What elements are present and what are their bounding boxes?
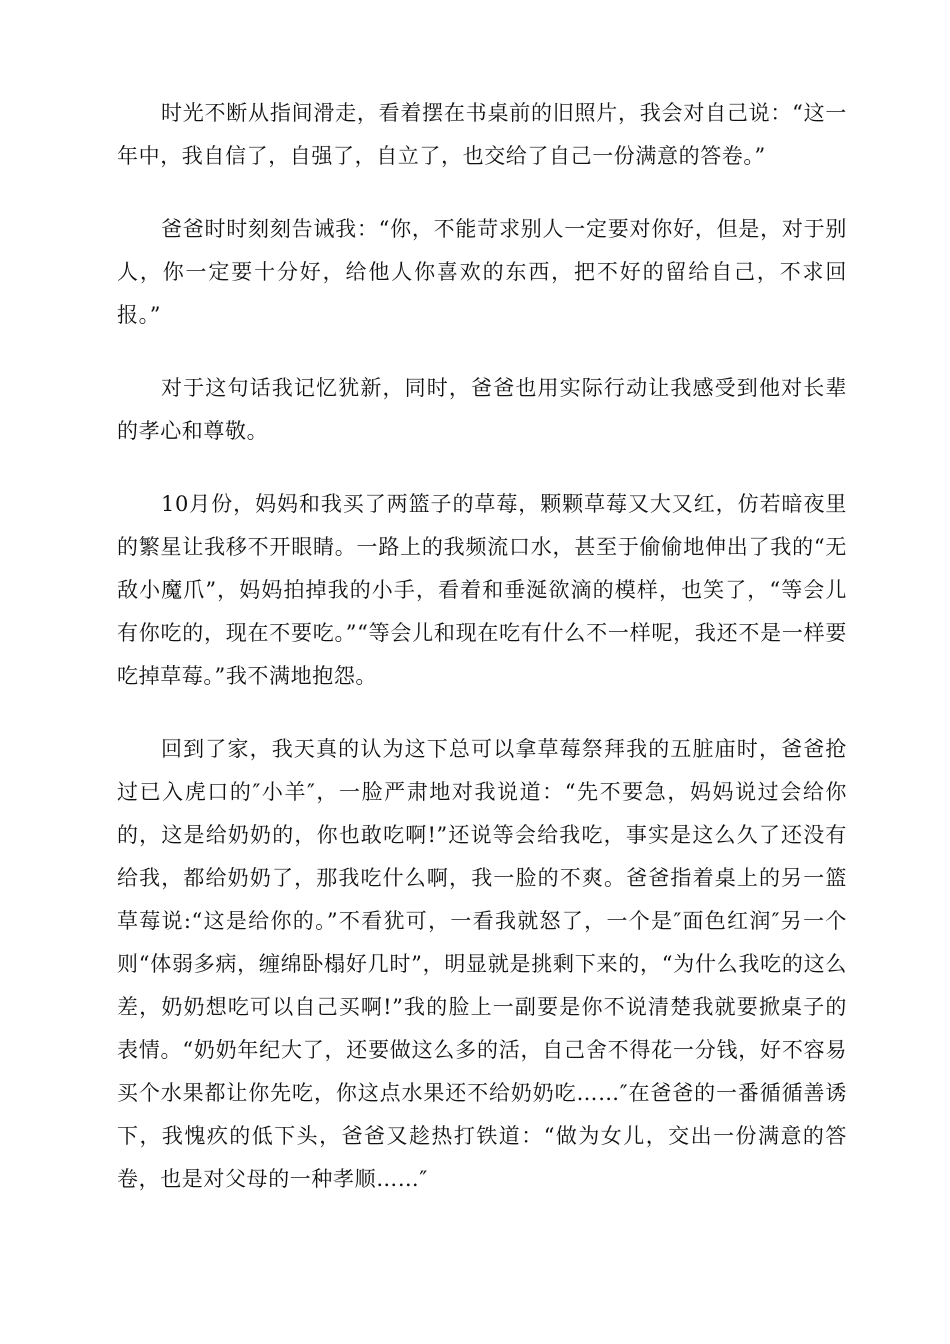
paragraph: 10月份，妈妈和我买了两篮子的草莓，颗颗草莓又大又红，仿若暗夜里的繁星让我移不开眼睛。一路上的我频流口水，甚至于偷偷地伸出了我的“无敌小魔爪”，妈妈拍掉我的小手，看着和垂涎欲滴的模样，也笑了，“等会儿有你吃的，现在不要吃。”“等会儿和现在吃有什么不一样呢，我还不是一样要吃掉草莓。”我不满地抱怨。 <box>117 492 847 688</box>
paragraph: 时光不断从指间滑走，看着摆在书桌前的旧照片，我会对自己说：“这一年中，我自信了，自强了，自立了，也交给了自己一份满意的答卷。” <box>117 101 847 168</box>
paragraph: 对于这句话我记忆犹新，同时，爸爸也用实际行动让我感受到他对长辈的孝心和尊敬。 <box>117 376 847 443</box>
document-body <box>117 92 847 1231</box>
paragraph: 回到了家，我天真的认为这下总可以拿草莓祭拜我的五脏庙时，爸爸抢过已入虎口的″小羊″，一脸严肃地对我说道：“先不要急，妈妈说过会给你的，这是给奶奶的，你也敢吃啊!”还说等会给我吃，事实是这么久了还没有给我，都给奶奶了，那我吃什么啊，我一脸的不爽。爸爸指着桌上的另一篮草莓说:“这是给你的。”不看犹可，一看我就怒了，一个是″面色红润″另一个则“体弱多病，缠绵卧榻好几时”，明显就是挑剩下来的，“为什么我吃的这么差，奶奶想吃可以自己买啊!”我的脸上一副要是你不说清楚我就要掀桌子的表情。“奶奶年纪大了，还要做这么多的活，自己舍不得花一分钱，好不容易买个水果都让你先吃，你这点水果还不给奶奶吃……″在爸爸的一番循循善诱下，我愧疚的低下头，爸爸又趁热打铁道：“做为女儿，交出一份满意的答卷，也是对父母的一种孝顺……″ <box>117 737 847 1191</box>
paragraph: 爸爸时时刻刻告诫我：“你，不能苛求别人一定要对你好，但是，对于别人，你一定要十分好，给他人你喜欢的东西，把不好的留给自己，不求回报。” <box>117 217 847 327</box>
